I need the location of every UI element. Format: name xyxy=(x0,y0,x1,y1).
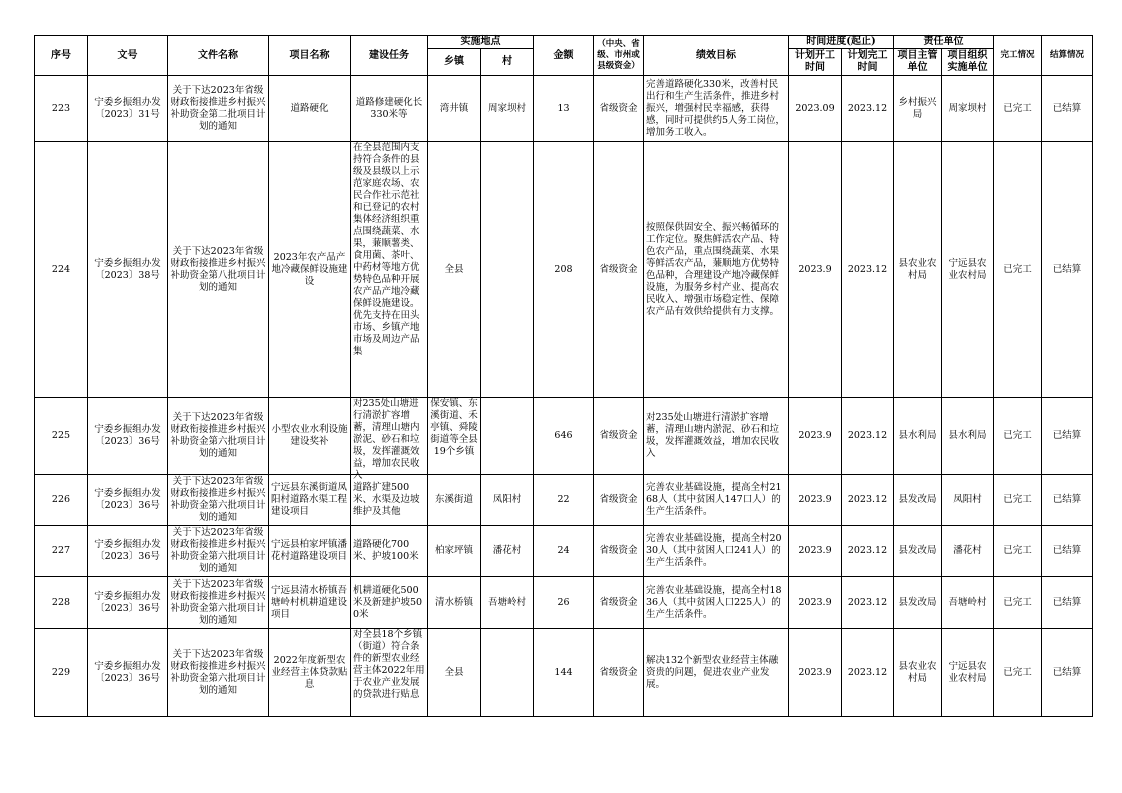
cell-seq: 227 xyxy=(35,526,88,577)
cell-fund: 省级资金 xyxy=(594,629,644,717)
cell-start: 2023.9 xyxy=(789,629,842,717)
cell-project-name: 宁远县东溪街道凤阳村道路水渠工程建设项目 xyxy=(269,475,351,526)
cell-project-name: 宁远县清水桥镇吾塘岭村机耕道建设项目 xyxy=(269,577,351,629)
header-schedule: 时间进度(起止) xyxy=(789,36,894,49)
cell-seq: 223 xyxy=(35,76,88,142)
header-start: 计划开工时间 xyxy=(789,49,842,76)
cell-town: 清水桥镇 xyxy=(428,577,481,629)
cell-project-name: 宁远县柏家坪镇潘花村道路建设项目 xyxy=(269,526,351,577)
header-responsible: 责任单位 xyxy=(894,36,994,49)
cell-settlement: 已结算 xyxy=(1042,629,1093,717)
cell-settlement: 已结算 xyxy=(1042,398,1093,475)
cell-end: 2023.12 xyxy=(842,475,894,526)
cell-end: 2023.12 xyxy=(842,398,894,475)
table-row xyxy=(35,475,1093,526)
header-task: 建设任务 xyxy=(351,36,428,76)
cell-town-text: 保安镇、东溪街道、禾亭镇、舜陵街道等全县19个乡镇 xyxy=(430,398,478,457)
table-row xyxy=(35,398,1093,475)
table-row xyxy=(35,76,1093,142)
cell-settlement: 已结算 xyxy=(1042,526,1093,577)
cell-seq: 224 xyxy=(35,142,88,398)
cell-impl: 潘花村 xyxy=(942,526,994,577)
table-row xyxy=(35,526,1093,577)
cell-settlement: 已结算 xyxy=(1042,475,1093,526)
cell-seq: 225 xyxy=(35,398,88,475)
cell-fund: 省级资金 xyxy=(594,577,644,629)
cell-goal: 对235处山塘进行清淤扩容增蓄，清理山塘内淤泥、砂石和垃圾，发挥灌溉效益，增加农民收入 xyxy=(644,398,789,475)
cell-impl: 宁远县农业农村局 xyxy=(942,142,994,398)
cell-amount: 13 xyxy=(534,76,594,142)
cell-dept: 县发改局 xyxy=(894,475,942,526)
cell-amount: 24 xyxy=(534,526,594,577)
cell-task: 道路扩建500米、水渠及边坡维护及其他 xyxy=(351,475,428,526)
cell-amount: 646 xyxy=(534,398,594,475)
table-header xyxy=(35,36,1093,76)
cell-goal: 完善农业基础设施，提高全村1836人（其中贫困人口225人）的生产生活条件。 xyxy=(644,577,789,629)
cell-dept: 县发改局 xyxy=(894,526,942,577)
cell-end: 2023.12 xyxy=(842,577,894,629)
table-row xyxy=(35,629,1093,717)
cell-impl: 周家坝村 xyxy=(942,76,994,142)
cell-settlement: 已结算 xyxy=(1042,76,1093,142)
cell-dept: 县农业农村局 xyxy=(894,142,942,398)
cell-end: 2023.12 xyxy=(842,142,894,398)
cell-task xyxy=(351,629,428,717)
cell-doc-no: 宁委乡振组办发〔2023〕36号 xyxy=(88,475,168,526)
cell-fund: 省级资金 xyxy=(594,526,644,577)
cell-dept: 乡村振兴局 xyxy=(894,76,942,142)
cell-town: 全县 xyxy=(428,629,481,717)
cell-goal: 解决132个新型农业经营主体融资贵的问题，促进农业产业发展。 xyxy=(644,629,789,717)
cell-project-name: 道路硬化 xyxy=(269,76,351,142)
header-project-name: 项目名称 xyxy=(269,36,351,76)
cell-goal: 完善道路硬化330米，改善村民出行和生产生活条件，推进乡村振兴，增强村民幸福感，获得感，同时可提供约5人务工岗位，增加务工收入。 xyxy=(644,76,789,142)
cell-doc-name: 关于下达2023年省级财政衔接推进乡村振兴补助资金第六批项目计划的通知 xyxy=(168,526,269,577)
cell-end: 2023.12 xyxy=(842,526,894,577)
cell-project-name: 2023年农产品产地冷藏保鲜设施建设 xyxy=(269,142,351,398)
cell-town: 全县 xyxy=(428,142,481,398)
cell-start: 2023.9 xyxy=(789,526,842,577)
header-settlement: 结算情况 xyxy=(1042,36,1093,76)
cell-village xyxy=(481,629,534,717)
cell-completion: 已完工 xyxy=(994,475,1042,526)
cell-dept: 县农业农村局 xyxy=(894,629,942,717)
cell-start: 2023.9 xyxy=(789,475,842,526)
cell-doc-name: 关于下达2023年省级财政衔接推进乡村振兴补助资金第二批项目计划的通知 xyxy=(168,76,269,142)
cell-project-name: 小型农业水利设施建设奖补 xyxy=(269,398,351,475)
cell-end: 2023.12 xyxy=(842,629,894,717)
cell-fund: 省级资金 xyxy=(594,142,644,398)
cell-town: 湾井镇 xyxy=(428,76,481,142)
project-table xyxy=(34,35,1093,717)
cell-doc-name: 关于下达2023年省级财政衔接推进乡村振兴补助资金第六批项目计划的通知 xyxy=(168,629,269,717)
cell-project-name: 2022年度新型农业经营主体贷款贴息 xyxy=(269,629,351,717)
cell-town: 柏家坪镇 xyxy=(428,526,481,577)
header-dept: 项目主管单位 xyxy=(894,49,942,76)
cell-task: 道路修建硬化长330米等 xyxy=(351,76,428,142)
header-village: 村 xyxy=(481,49,534,76)
header-doc-no: 文号 xyxy=(88,36,168,76)
cell-task: 机耕道硬化500米及新建护坡500米 xyxy=(351,577,428,629)
header-location: 实施地点 xyxy=(428,36,534,49)
cell-doc-name: 关于下达2023年省级财政衔接推进乡村振兴补助资金第六批项目计划的通知 xyxy=(168,475,269,526)
cell-fund: 省级资金 xyxy=(594,76,644,142)
cell-doc-no: 宁委乡振组办发〔2023〕36号 xyxy=(88,526,168,577)
cell-start: 2023.9 xyxy=(789,398,842,475)
header-goal: 绩效目标 xyxy=(644,36,789,76)
header-fund-level: （中央、省级、市州或县级资金） xyxy=(594,36,644,76)
cell-goal: 按照保供固安全、振兴畅循环的工作定位。聚焦鲜活农产品、特色农产品，重点围绕蔬菜、水果等鲜活农产品，蒹顺地方优势特色品种，合理建设产地冷藏保鲜设施，为服务乡村产业、提高农民收入、增强市场稳定性、保障农产品有效供给提供有力支撑。 xyxy=(644,142,789,398)
cell-town: 东溪街道 xyxy=(428,475,481,526)
header-amount: 金额 xyxy=(534,36,594,76)
cell-amount: 22 xyxy=(534,475,594,526)
table-row xyxy=(35,577,1093,629)
cell-doc-no: 宁委乡振组办发〔2023〕36号 xyxy=(88,577,168,629)
cell-village xyxy=(481,142,534,398)
cell-completion: 已完工 xyxy=(994,142,1042,398)
cell-seq: 228 xyxy=(35,577,88,629)
cell-doc-no: 宁委乡振组办发〔2023〕36号 xyxy=(88,629,168,717)
cell-settlement: 已结算 xyxy=(1042,577,1093,629)
cell-impl: 县水利局 xyxy=(942,398,994,475)
cell-impl: 凤阳村 xyxy=(942,475,994,526)
cell-doc-name: 关于下达2023年省级财政衔接推进乡村振兴补助资金第八批项目计划的通知 xyxy=(168,142,269,398)
cell-amount: 26 xyxy=(534,577,594,629)
cell-completion: 已完工 xyxy=(994,629,1042,717)
cell-end: 2023.12 xyxy=(842,76,894,142)
cell-doc-no: 宁委乡振组办发〔2023〕31号 xyxy=(88,76,168,142)
cell-goal: 完善农业基础设施，提高全村2030人（其中贫困人口241人）的生产生活条件。 xyxy=(644,526,789,577)
cell-completion: 已完工 xyxy=(994,577,1042,629)
cell-fund: 省级资金 xyxy=(594,475,644,526)
cell-start: 2023.9 xyxy=(789,142,842,398)
header-completion: 完工情况 xyxy=(994,36,1042,76)
cell-settlement: 已结算 xyxy=(1042,142,1093,398)
header-impl: 项目组织实施单位 xyxy=(942,49,994,76)
cell-fund: 省级资金 xyxy=(594,398,644,475)
cell-completion: 已完工 xyxy=(994,76,1042,142)
cell-village: 凤阳村 xyxy=(481,475,534,526)
cell-start: 2023.9 xyxy=(789,577,842,629)
cell-impl: 吾塘岭村 xyxy=(942,577,994,629)
cell-village: 周家坝村 xyxy=(481,76,534,142)
cell-village: 潘花村 xyxy=(481,526,534,577)
cell-village: 吾塘岭村 xyxy=(481,577,534,629)
cell-task xyxy=(351,142,428,398)
cell-start: 2023.09 xyxy=(789,76,842,142)
header-doc-name: 文件名称 xyxy=(168,36,269,76)
cell-seq: 226 xyxy=(35,475,88,526)
cell-task-text: 对235处山塘进行清淤扩容增蓄，清理山塘内淤泥、砂石和垃圾，发挥灌溉效益，增加农民收入 xyxy=(353,398,420,481)
cell-completion: 已完工 xyxy=(994,398,1042,475)
cell-village xyxy=(481,398,534,475)
cell-doc-name: 关于下达2023年省级财政衔接推进乡村振兴补助资金第六批项目计划的通知 xyxy=(168,577,269,629)
cell-seq: 229 xyxy=(35,629,88,717)
header-town: 乡镇 xyxy=(428,49,481,76)
table-row xyxy=(35,142,1093,398)
cell-task xyxy=(351,398,428,481)
cell-doc-no: 宁委乡振组办发〔2023〕36号 xyxy=(88,398,168,475)
cell-completion: 已完工 xyxy=(994,526,1042,577)
cell-town xyxy=(428,398,481,475)
cell-dept: 县发改局 xyxy=(894,577,942,629)
cell-dept: 县水利局 xyxy=(894,398,942,475)
cell-doc-name: 关于下达2023年省级财政衔接推进乡村振兴补助资金第六批项目计划的通知 xyxy=(168,398,269,475)
cell-doc-no: 宁委乡振组办发〔2023〕38号 xyxy=(88,142,168,398)
cell-task-text: 在全县范围内支持符合条件的县级及县级以上示范家庭农场、农民合作社示范社 和已登记的农村集体经济组织重点围绕蔬菜、水果，蒹顺薯类、食用菌、茶叶、中药材等地方优势特色品种开展农产品产地冷藏保鲜设施建设。 优先支持在田头市场、乡镇产地市场及周边产品集 xyxy=(353,142,420,357)
cell-task: 道路硬化700米、护坡100米 xyxy=(351,526,428,577)
header-seq: 序号 xyxy=(35,36,88,76)
header-end: 计划完工时间 xyxy=(842,49,894,76)
cell-task-text: 对全县18个乡镇（街道）符合条件的新型农业经营主体2022年用于农业产业发展的贷款进行贴息 xyxy=(353,629,425,700)
cell-goal: 完善农业基础设施，提高全村2168人（其中贫困人147口人）的生产生活条件。 xyxy=(644,475,789,526)
cell-impl: 宁远县农业农村局 xyxy=(942,629,994,717)
cell-amount: 144 xyxy=(534,629,594,717)
cell-amount: 208 xyxy=(534,142,594,398)
